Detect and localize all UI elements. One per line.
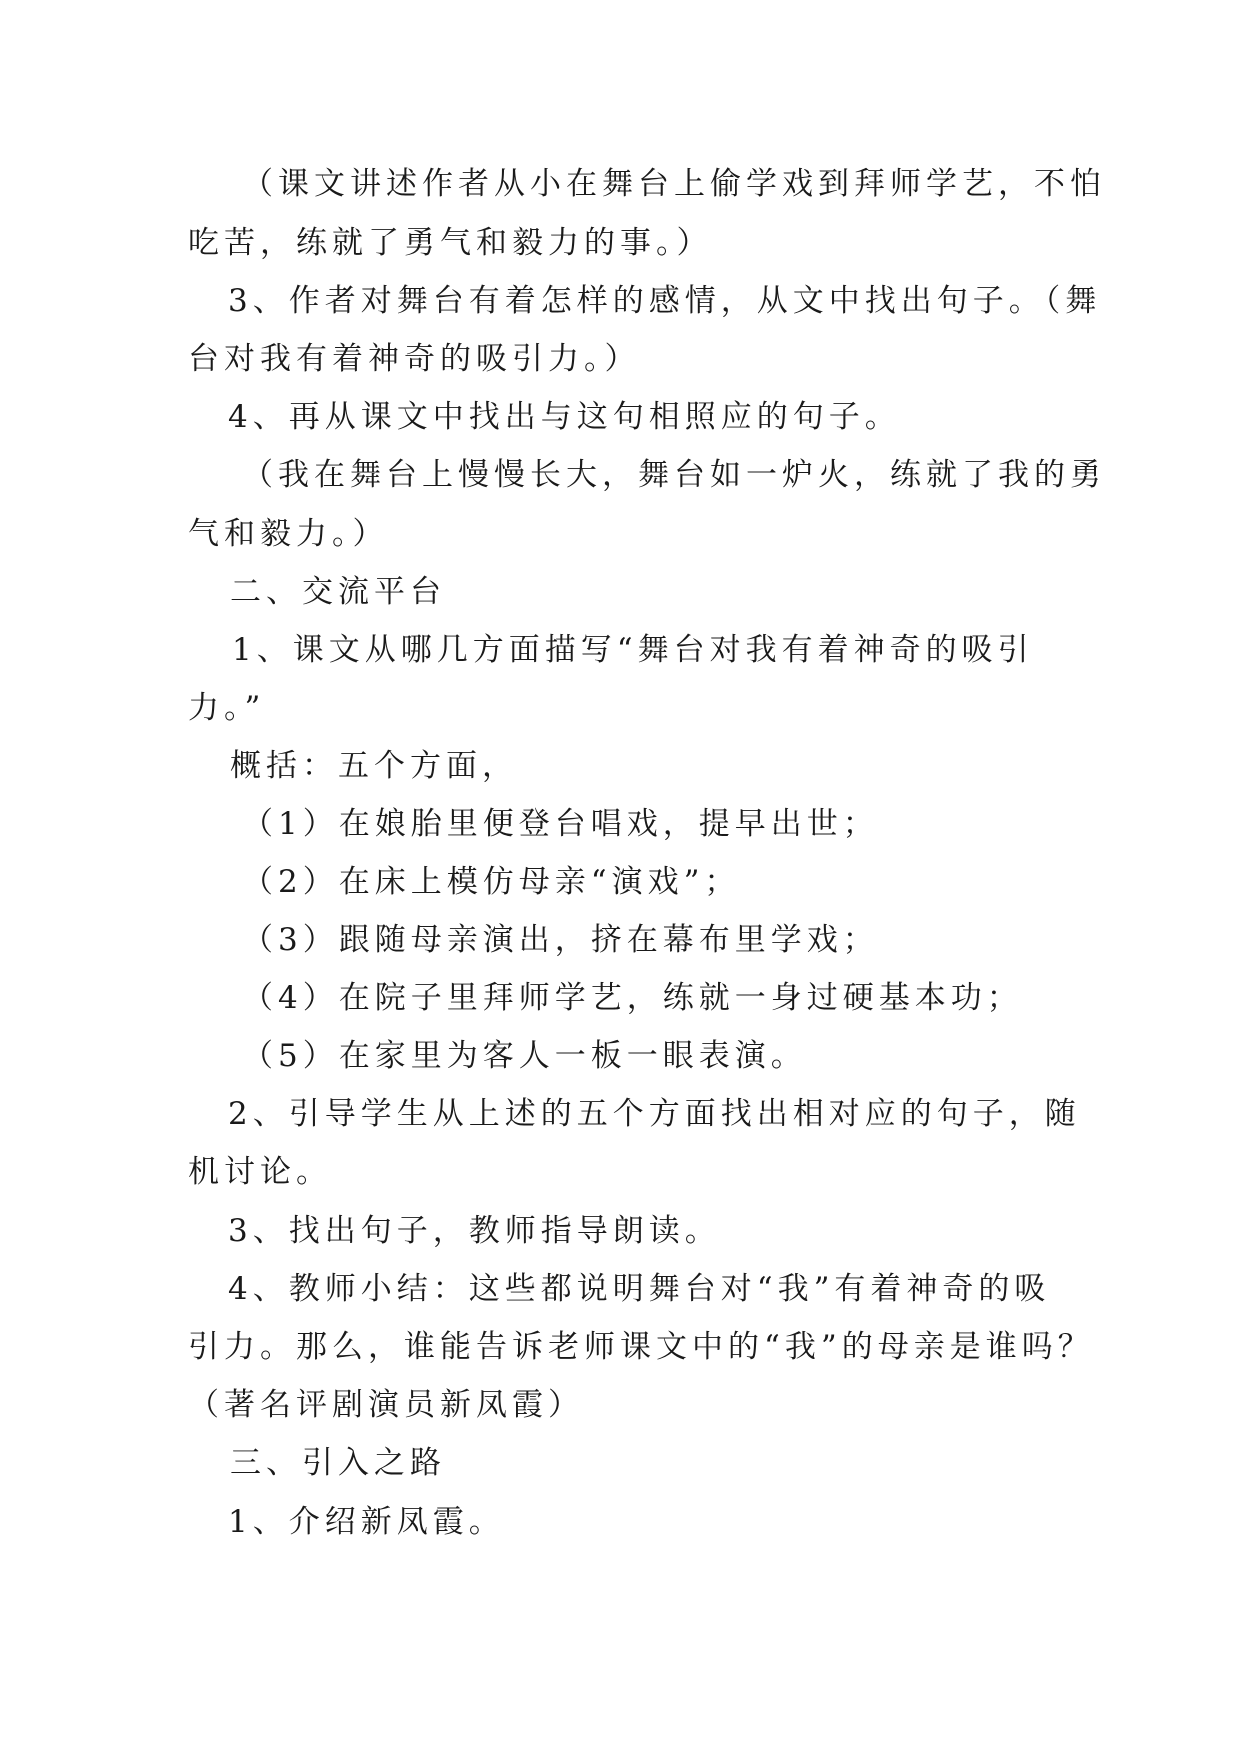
list-item: （4）在院子里拜师学艺，练就一身过硬基本功；: [242, 980, 1023, 1016]
list-item: （2）在床上模仿母亲“演戏”；: [242, 864, 741, 900]
text-line: 引力。那么，谁能告诉老师课文中的“我”的母亲是谁吗？: [188, 1329, 1094, 1365]
list-item: （5）在家里为客人一板一眼表演。: [242, 1038, 807, 1074]
text-line: 台对我有着神奇的吸引力。）: [188, 341, 641, 377]
text-line: 气和毅力。）: [188, 516, 389, 552]
text-line: 机讨论。: [188, 1154, 332, 1190]
text-line: 3、找出句子，教师指导朗读。: [228, 1213, 721, 1249]
text-line: （课文讲述作者从小在舞台上偷学戏到拜师学艺，不怕: [242, 166, 1106, 202]
text-line: 4、教师小结：这些都说明舞台对“我”有着神奇的吸: [228, 1271, 1051, 1307]
section-heading: 三、引入之路: [230, 1445, 446, 1481]
text-line: 吃苦，练就了勇气和毅力的事。）: [188, 225, 713, 261]
text-line: （著名评剧演员新凤霞）: [188, 1387, 584, 1423]
text-line: 1、课文从哪几方面描写“舞台对我有着神奇的吸引: [232, 632, 1034, 668]
text-line: 力。”: [188, 690, 266, 726]
text-line: 1、介绍新凤霞。: [228, 1504, 505, 1540]
text-line: （我在舞台上慢慢长大，舞台如一炉火，练就了我的勇: [242, 457, 1106, 493]
text-line: 3、作者对舞台有着怎样的感情，从文中找出句子。（舞: [228, 283, 1102, 319]
text-line: 2、引导学生从上述的五个方面找出相对应的句子，随: [228, 1096, 1081, 1132]
text-line: 概括：五个方面，: [230, 748, 518, 784]
list-item: （3）跟随母亲演出，挤在幕布里学戏；: [242, 922, 879, 958]
section-heading: 二、交流平台: [230, 574, 446, 610]
list-item: （1）在娘胎里便登台唱戏，提早出世；: [242, 806, 879, 842]
text-line: 4、再从课文中找出与这句相照应的句子。: [228, 399, 901, 435]
